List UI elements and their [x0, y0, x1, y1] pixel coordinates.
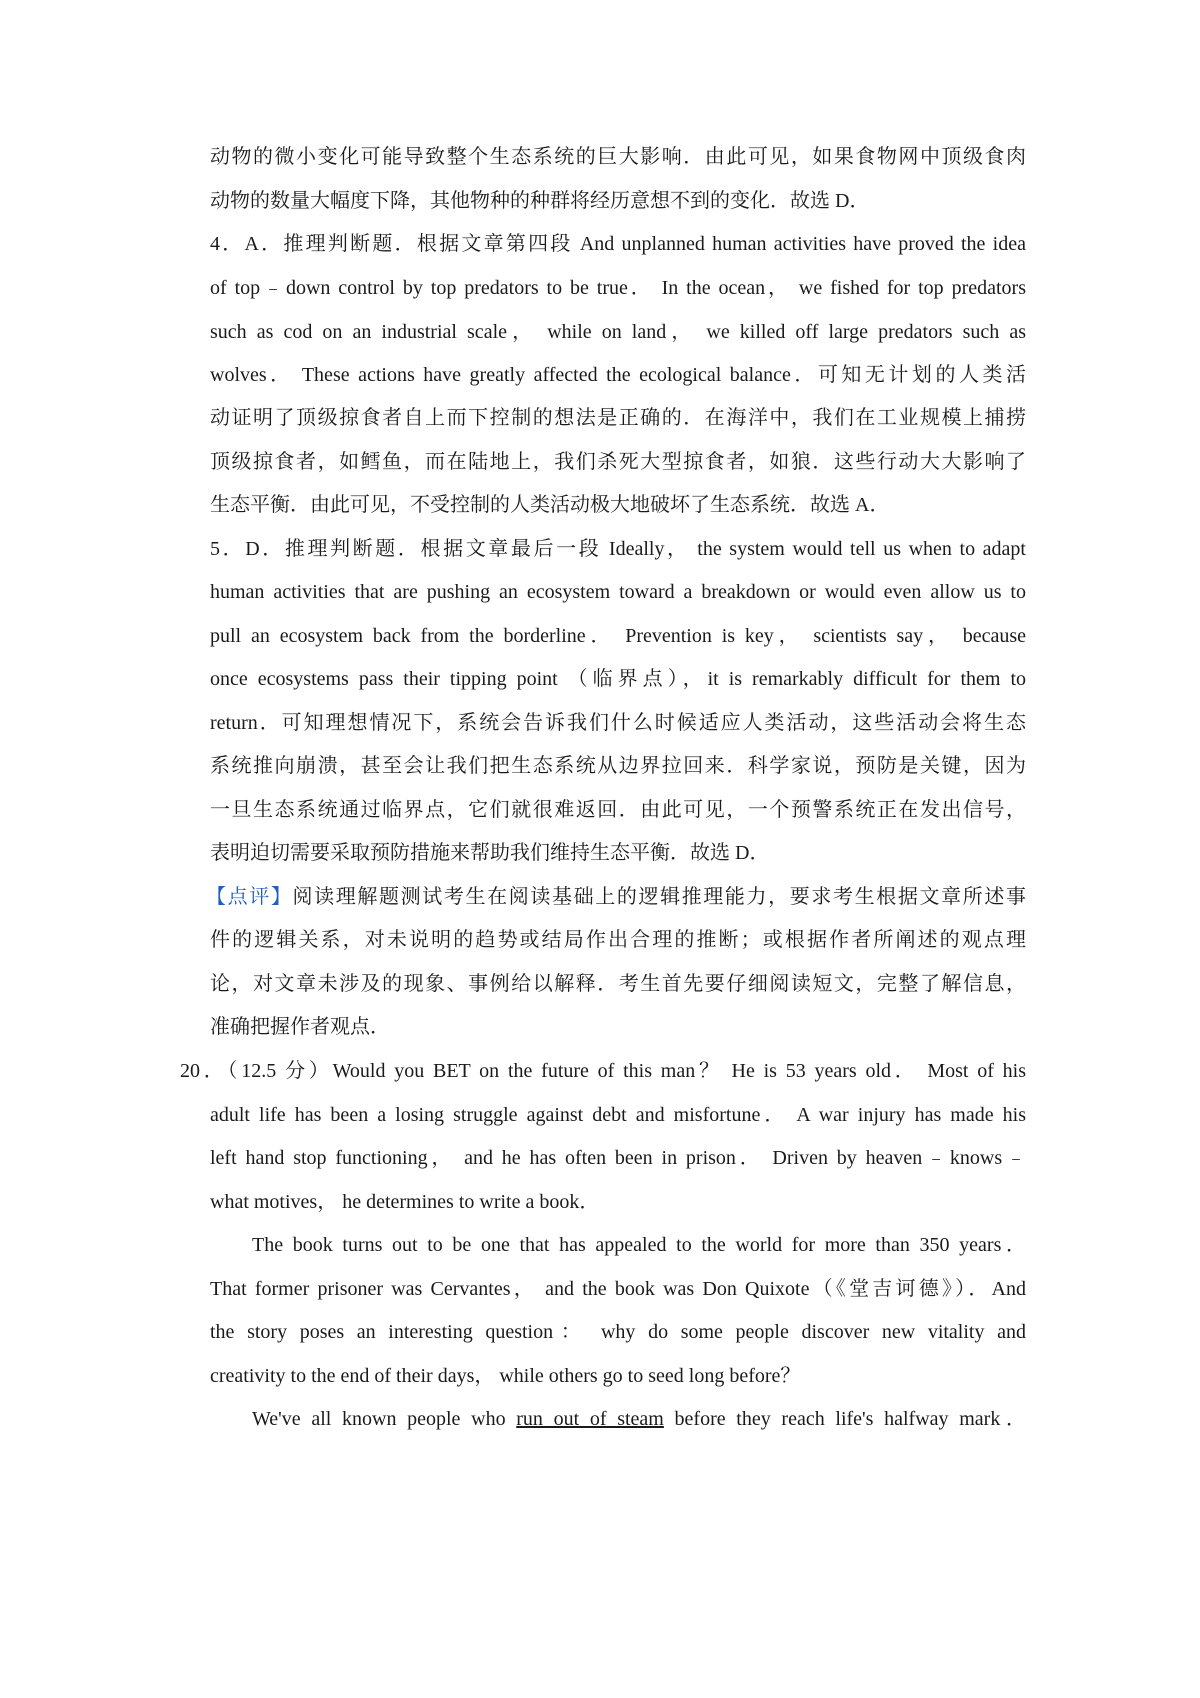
expl5-line-7: 一旦生态系统通过临界点，它们就很难返回．由此可见，一个预警系统正在发出信号， [210, 799, 1026, 821]
expl5-line-1: 5．D．推理判断题．根据文章最后一段 Ideally， the system would tell us when to adapt [210, 538, 1026, 560]
expl4-line-6: 顶级掠食者，如鳕鱼，而在陆地上，我们杀死大型掠食者，如狼．这些行动大大影响了 [210, 451, 1026, 473]
q20-line-4: what motives， he determines to write a book． [210, 1191, 600, 1213]
expl4-line-7: 生态平衡．由此可见，不受控制的人类活动极大地破坏了生态系统．故选 A． [210, 494, 890, 516]
expl3-line-2: 动物的数量大幅度下降，其他物种的种群将经历意想不到的变化．故选 D． [210, 190, 870, 212]
expl5-line-3: pull an ecosystem back from the borderline． Prevention is key， scientists say， because [210, 625, 1026, 647]
q20-p2-line-4: creativity to the end of their days， while others go to seed long before？ [210, 1365, 801, 1387]
q20-p3-text-after: before they reach life's halfway mark． [663, 1408, 1027, 1430]
q20-p3-underlined-phrase: run out of steam [516, 1408, 664, 1430]
q20-line-3: left hand stop functioning， and he has often been in prison． Driven by heaven﹣knows﹣ [210, 1147, 1026, 1169]
expl3-line-1: 动物的微小变化可能导致整个生态系统的巨大影响．由此可见，如果食物网中顶级食肉 [210, 146, 1026, 168]
expl5-line-2: human activities that are pushing an ecosystem toward a breakdown or would even allow us to [210, 581, 1026, 603]
expl4-line-1: 4．A．推理判断题．根据文章第四段 And unplanned human activities have proved the idea [210, 233, 1026, 255]
expl5-line-6: 系统推向崩溃，甚至会让我们把生态系统从边界拉回来．科学家说，预防是关键，因为 [210, 755, 1026, 777]
q20-p2-line-3: the story poses an interesting question： why do some people discover new vitality and [210, 1321, 1026, 1343]
comment-line-3: 论，对文章未涉及的现象、事例给以解释．考生首先要仔细阅读短文，完整了解信息， [210, 973, 1026, 995]
q20-line-1: 20．（12.5 分）Would you BET on the future of this man？ He is 53 years old． Most of his [180, 1060, 1026, 1082]
expl4-line-2: of top﹣down control by top predators to be true． In the ocean， we fished for top predators [210, 277, 1026, 299]
expl4-line-4: wolves． These actions have greatly affected the ecological balance．可知无计划的人类活 [210, 364, 1026, 386]
expl4-line-3: such as cod on an industrial scale， while on land， we killed off large predators such as [210, 321, 1026, 343]
q20-p3-text-before: We've all known people who [252, 1408, 517, 1430]
q20-p2-line-2: That former prisoner was Cervantes， and the book was Don Quixote（《堂吉诃德》）．And [210, 1278, 1026, 1300]
comment-line-1 [206, 883, 1026, 911]
expl4-line-5: 动证明了顶级掠食者自上而下控制的想法是正确的．在海洋中，我们在工业规模上捕捞 [210, 407, 1026, 429]
q20-p2-line-1: The book turns out to be one that has appealed to the world for more than 350 years． [252, 1234, 1026, 1256]
q20-p3-line-1 [252, 1405, 1026, 1433]
comment-line-4: 准确把握作者观点． [210, 1016, 390, 1038]
expl5-line-5: return．可知理想情况下，系统会告诉我们什么时候适应人类活动，这些活动会将生态 [210, 712, 1026, 734]
expl5-line-4: once ecosystems pass their tipping point （临界点），it is remarkably difficult for them to [210, 668, 1026, 690]
expl5-line-8: 表明迫切需要采取预防措施来帮助我们维持生态平衡．故选 D． [210, 842, 770, 864]
q20-line-2: adult life has been a losing struggle against debt and misfortune． A war injury has made his [210, 1104, 1026, 1126]
comment-tag: 【点评】 [206, 886, 293, 908]
comment-line-2: 件的逻辑关系，对未说明的趋势或结局作出合理的推断；或根据作者所阐述的观点理 [210, 929, 1026, 951]
comment-text-1: 阅读理解题测试考生在阅读基础上的逻辑推理能力，要求考生根据文章所述事 [292, 886, 1027, 908]
